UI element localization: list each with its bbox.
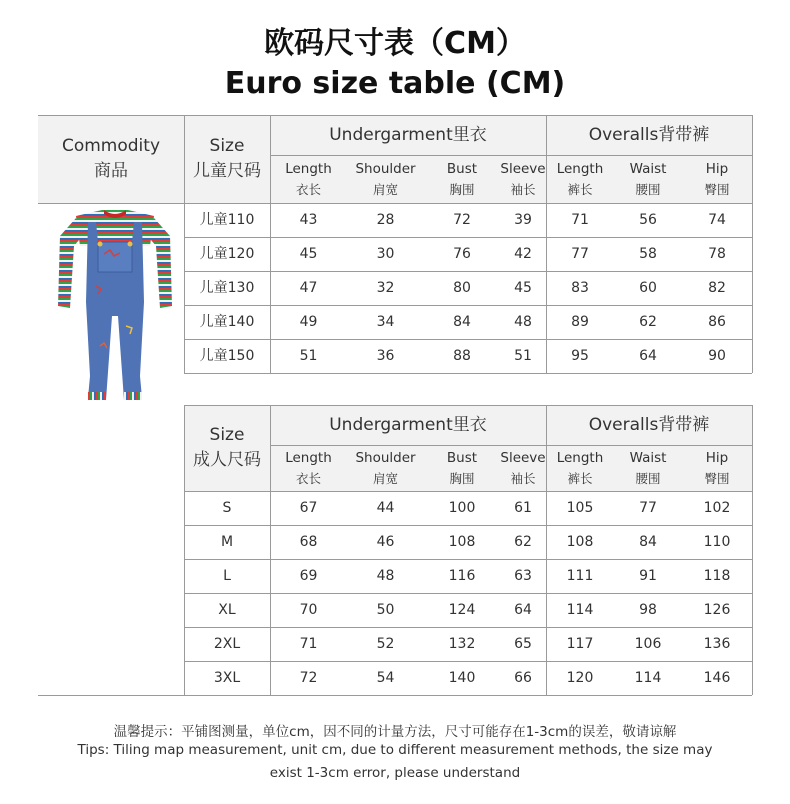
- grid-line: [270, 155, 752, 156]
- grid-line: [752, 405, 753, 695]
- value-cell: 44: [376, 499, 395, 516]
- value-cell: 58: [639, 245, 657, 262]
- column-header: Bust 胸围: [446, 160, 478, 197]
- value-cell: 84: [639, 533, 657, 550]
- size-cell: M: [220, 533, 234, 550]
- grid-line: [38, 695, 752, 696]
- value-cell: 54: [376, 669, 395, 686]
- value-cell: 88: [453, 347, 471, 364]
- value-cell: 84: [453, 313, 471, 330]
- value-cell: 70: [299, 601, 318, 618]
- column-header: Hip 臀围: [704, 449, 730, 486]
- value-cell: 60: [639, 279, 657, 296]
- value-cell: 146: [703, 669, 731, 686]
- value-cell: 126: [703, 601, 731, 618]
- undergarment-header: Undergarment里衣: [329, 414, 487, 435]
- commodity-header: Commodity 商品: [61, 136, 161, 181]
- value-cell: 102: [703, 499, 731, 516]
- value-cell: 108: [448, 533, 476, 550]
- grid-line: [184, 405, 185, 695]
- column-header: Shoulder 肩宽: [355, 449, 416, 486]
- grid-line: [270, 405, 271, 695]
- size-cell: XL: [218, 601, 236, 618]
- grid-line: [38, 203, 752, 204]
- value-cell: 30: [376, 245, 395, 262]
- value-cell: 120: [566, 669, 594, 686]
- grid-line: [38, 115, 752, 116]
- size-cell: 3XL: [213, 669, 241, 686]
- value-cell: 83: [571, 279, 589, 296]
- column-header: Length 衣长: [285, 449, 332, 486]
- column-header: Sleeve 袖长: [500, 160, 546, 197]
- value-cell: 132: [448, 635, 476, 652]
- value-cell: 86: [708, 313, 726, 330]
- value-cell: 82: [708, 279, 726, 296]
- grid-line: [184, 373, 752, 374]
- costume-product-image: [54, 206, 176, 404]
- value-cell: 49: [299, 313, 318, 330]
- value-cell: 114: [634, 669, 662, 686]
- value-cell: 71: [299, 635, 318, 652]
- value-cell: 62: [514, 533, 532, 550]
- column-header: Length 裤长: [556, 449, 604, 486]
- column-header: Length 衣长: [285, 160, 332, 197]
- value-cell: 66: [514, 669, 532, 686]
- value-cell: 61: [514, 499, 532, 516]
- value-cell: 68: [299, 533, 318, 550]
- value-cell: 108: [566, 533, 594, 550]
- value-cell: 47: [299, 279, 318, 296]
- size-cell: 儿童120: [199, 245, 255, 262]
- value-cell: 64: [514, 601, 532, 618]
- value-cell: 64: [639, 347, 657, 364]
- size-cell: 儿童130: [199, 279, 255, 296]
- column-header: Waist 腰围: [629, 449, 667, 486]
- value-cell: 117: [566, 635, 594, 652]
- value-cell: 98: [639, 601, 657, 618]
- value-cell: 140: [448, 669, 476, 686]
- value-cell: 51: [299, 347, 318, 364]
- column-header: Sleeve 袖长: [500, 449, 546, 486]
- value-cell: 114: [566, 601, 594, 618]
- undergarment-header: Undergarment里衣: [329, 124, 487, 145]
- title-chinese: 欧码尺寸表（CM）: [264, 26, 526, 61]
- grid-line: [270, 115, 271, 373]
- value-cell: 51: [514, 347, 532, 364]
- value-cell: 95: [571, 347, 589, 364]
- column-header: Bust 胸围: [446, 449, 478, 486]
- value-cell: 91: [639, 567, 657, 584]
- value-cell: 110: [703, 533, 731, 550]
- title-english: Euro size table (CM): [224, 66, 566, 101]
- column-header: Hip 臀围: [704, 160, 730, 197]
- value-cell: 80: [453, 279, 471, 296]
- grid-line: [546, 405, 547, 695]
- grid-line: [752, 115, 753, 373]
- value-cell: 65: [514, 635, 532, 652]
- value-cell: 50: [376, 601, 395, 618]
- value-cell: 105: [566, 499, 594, 516]
- value-cell: 72: [453, 211, 471, 228]
- size-cell: 儿童110: [199, 211, 255, 228]
- value-cell: 48: [514, 313, 532, 330]
- value-cell: 69: [299, 567, 318, 584]
- value-cell: 67: [299, 499, 318, 516]
- grid-line: [270, 445, 752, 446]
- size-cell: L: [223, 567, 231, 584]
- size-header: Size 成人尺码: [193, 425, 261, 470]
- value-cell: 39: [514, 211, 532, 228]
- size-cell: 儿童140: [199, 313, 255, 330]
- size-cell: S: [222, 499, 232, 516]
- grid-line: [546, 115, 547, 373]
- grid-line: [184, 115, 185, 373]
- overalls-header: Overalls背带裤: [588, 414, 710, 435]
- value-cell: 136: [703, 635, 731, 652]
- value-cell: 77: [639, 499, 657, 516]
- value-cell: 89: [571, 313, 589, 330]
- value-cell: 62: [639, 313, 657, 330]
- value-cell: 63: [514, 567, 532, 584]
- tips-english-line1: Tips: Tiling map measurement, unit cm, due to different measurement methods, the size may: [77, 742, 713, 758]
- value-cell: 76: [453, 245, 471, 262]
- value-cell: 78: [708, 245, 726, 262]
- value-cell: 34: [376, 313, 395, 330]
- value-cell: 90: [708, 347, 726, 364]
- value-cell: 77: [571, 245, 589, 262]
- value-cell: 100: [448, 499, 476, 516]
- value-cell: 46: [376, 533, 395, 550]
- overalls-header: Overalls背带裤: [588, 124, 710, 145]
- value-cell: 124: [448, 601, 476, 618]
- value-cell: 28: [376, 211, 395, 228]
- value-cell: 32: [376, 279, 395, 296]
- value-cell: 111: [566, 567, 594, 584]
- value-cell: 74: [708, 211, 726, 228]
- size-header: Size 儿童尺码: [193, 136, 261, 181]
- value-cell: 42: [514, 245, 532, 262]
- value-cell: 36: [376, 347, 395, 364]
- size-cell: 儿童150: [199, 347, 255, 364]
- value-cell: 43: [299, 211, 318, 228]
- value-cell: 106: [634, 635, 662, 652]
- column-header: Waist 腰围: [629, 160, 667, 197]
- value-cell: 72: [299, 669, 318, 686]
- value-cell: 45: [299, 245, 318, 262]
- tips-chinese: 温馨提示：平铺图测量，单位cm，因不同的计量方法，尺寸可能存在1-3cm的误差，敬请谅解: [113, 724, 677, 740]
- value-cell: 45: [514, 279, 532, 296]
- tips-english-line2: exist 1-3cm error, please understand: [269, 765, 521, 781]
- column-header: Shoulder 肩宽: [355, 160, 416, 197]
- value-cell: 116: [448, 567, 476, 584]
- size-cell: 2XL: [213, 635, 241, 652]
- value-cell: 118: [703, 567, 731, 584]
- value-cell: 71: [571, 211, 589, 228]
- value-cell: 56: [639, 211, 657, 228]
- value-cell: 52: [376, 635, 395, 652]
- column-header: Length 裤长: [556, 160, 604, 197]
- value-cell: 48: [376, 567, 395, 584]
